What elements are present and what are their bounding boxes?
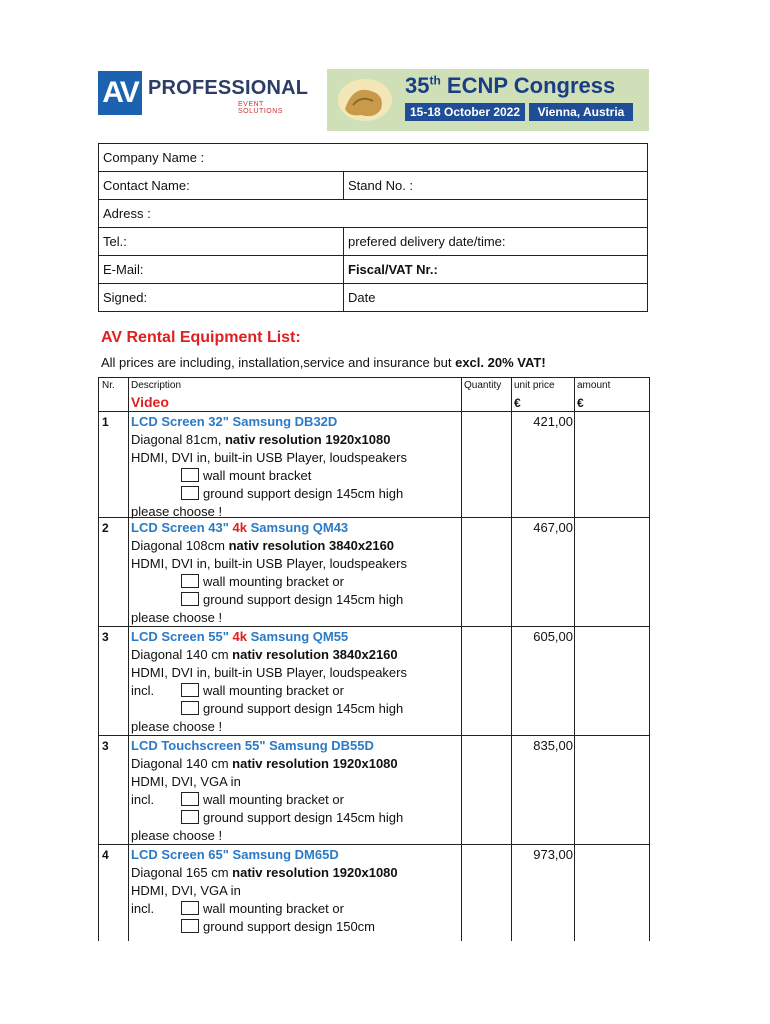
list-item: LCD Screen 55" 4k Samsung QM55 Diagonal 140 cm nativ resolution 3840x2160 HDMI, DVI in, built-in USB Player, loudspeakers incl. wall mounting bracket or ground support design 145cm high please choose ! — [131, 629, 407, 734]
list-item: LCD Screen 32" Samsung DB32D Diagonal 81cm, nativ resolution 1920x1080 HDMI, DVI in, built-in USB Player, loudspeakers wall mount bracket ground support design 145cm high please choose ! — [131, 414, 407, 519]
tel-field[interactable]: Tel.: — [99, 228, 344, 256]
ecnp-title: 35th ECNP Congress — [405, 73, 616, 98]
category-video: Video — [131, 394, 169, 410]
list-item: LCD Touchscreen 55" Samsung DB55D Diagonal 140 cm nativ resolution 1920x1080 HDMI, DVI, VGA in incl. wall mounting bracket or ground support design 145cm high please choose ! — [131, 738, 404, 843]
item-price: 973,00 — [533, 847, 573, 862]
company-name-field[interactable]: Company Name : — [99, 144, 648, 172]
checkbox[interactable] — [181, 486, 199, 500]
stand-number-field[interactable]: Stand No. : — [344, 172, 648, 200]
checkbox[interactable] — [181, 919, 199, 933]
item-price: 605,00 — [533, 629, 573, 644]
header-unit-price: unit price — [514, 380, 555, 391]
checkbox[interactable] — [181, 468, 199, 482]
vat-number-field[interactable]: Fiscal/VAT Nr.: — [344, 256, 648, 284]
date-field[interactable]: Date — [344, 284, 648, 312]
checkbox[interactable] — [181, 701, 199, 715]
address-field[interactable]: Adress : — [99, 200, 648, 228]
header-amount: amount — [577, 380, 611, 391]
contact-name-field[interactable]: Contact Name: — [99, 172, 344, 200]
equipment-table — [98, 377, 650, 941]
signed-field[interactable]: Signed: — [99, 284, 344, 312]
av-professional-logo — [98, 71, 308, 115]
currency-amount: € — [577, 396, 584, 410]
price-note: All prices are including, installation,service and insurance but excl. 20% VAT! — [101, 355, 546, 370]
email-field[interactable]: E-Mail: — [99, 256, 344, 284]
item-nr: 4 — [102, 848, 109, 862]
checkbox[interactable] — [181, 592, 199, 606]
header-description: Description — [131, 380, 182, 391]
item-price: 421,00 — [533, 414, 573, 429]
equipment-list-title: AV Rental Equipment List: — [101, 329, 301, 346]
header-nr: Nr. — [102, 380, 115, 391]
item-nr: 3 — [102, 630, 109, 644]
checkbox[interactable] — [181, 901, 199, 915]
delivery-date-field[interactable]: prefered delivery date/time: — [344, 228, 648, 256]
checkbox[interactable] — [181, 683, 199, 697]
header-quantity: Quantity — [464, 380, 502, 391]
checkbox[interactable] — [181, 792, 199, 806]
item-price: 835,00 — [533, 738, 573, 753]
ecnp-city-badge: Vienna, Austria — [529, 103, 633, 121]
contact-form — [98, 143, 648, 312]
ecnp-congress-banner — [327, 69, 649, 131]
item-nr: 3 — [102, 739, 109, 753]
list-item: LCD Screen 43" 4k Samsung QM43 Diagonal 108cm nativ resolution 3840x2160 HDMI, DVI in, built-in USB Player, loudspeakers wall mounting bracket or ground support design 145cm high please choose ! — [131, 520, 407, 625]
ecnp-date-badge: 15-18 October 2022 — [405, 103, 525, 121]
currency-unit: € — [514, 396, 521, 410]
brain-illustration-icon — [335, 75, 395, 125]
item-nr: 1 — [102, 415, 109, 429]
checkbox[interactable] — [181, 574, 199, 588]
av-logo-wordmark: PROFESSIONAL — [148, 77, 309, 99]
item-nr: 2 — [102, 521, 109, 535]
item-price: 467,00 — [533, 520, 573, 535]
av-logo-subtitle: EVENT SOLUTIONS — [238, 101, 283, 115]
checkbox[interactable] — [181, 810, 199, 824]
list-item: LCD Screen 65" Samsung DM65D Diagonal 165 cm nativ resolution 1920x1080 HDMI, DVI, VGA in incl. wall mounting bracket or ground support design 150cm — [131, 847, 398, 934]
av-logo-mark: AV — [98, 71, 142, 115]
